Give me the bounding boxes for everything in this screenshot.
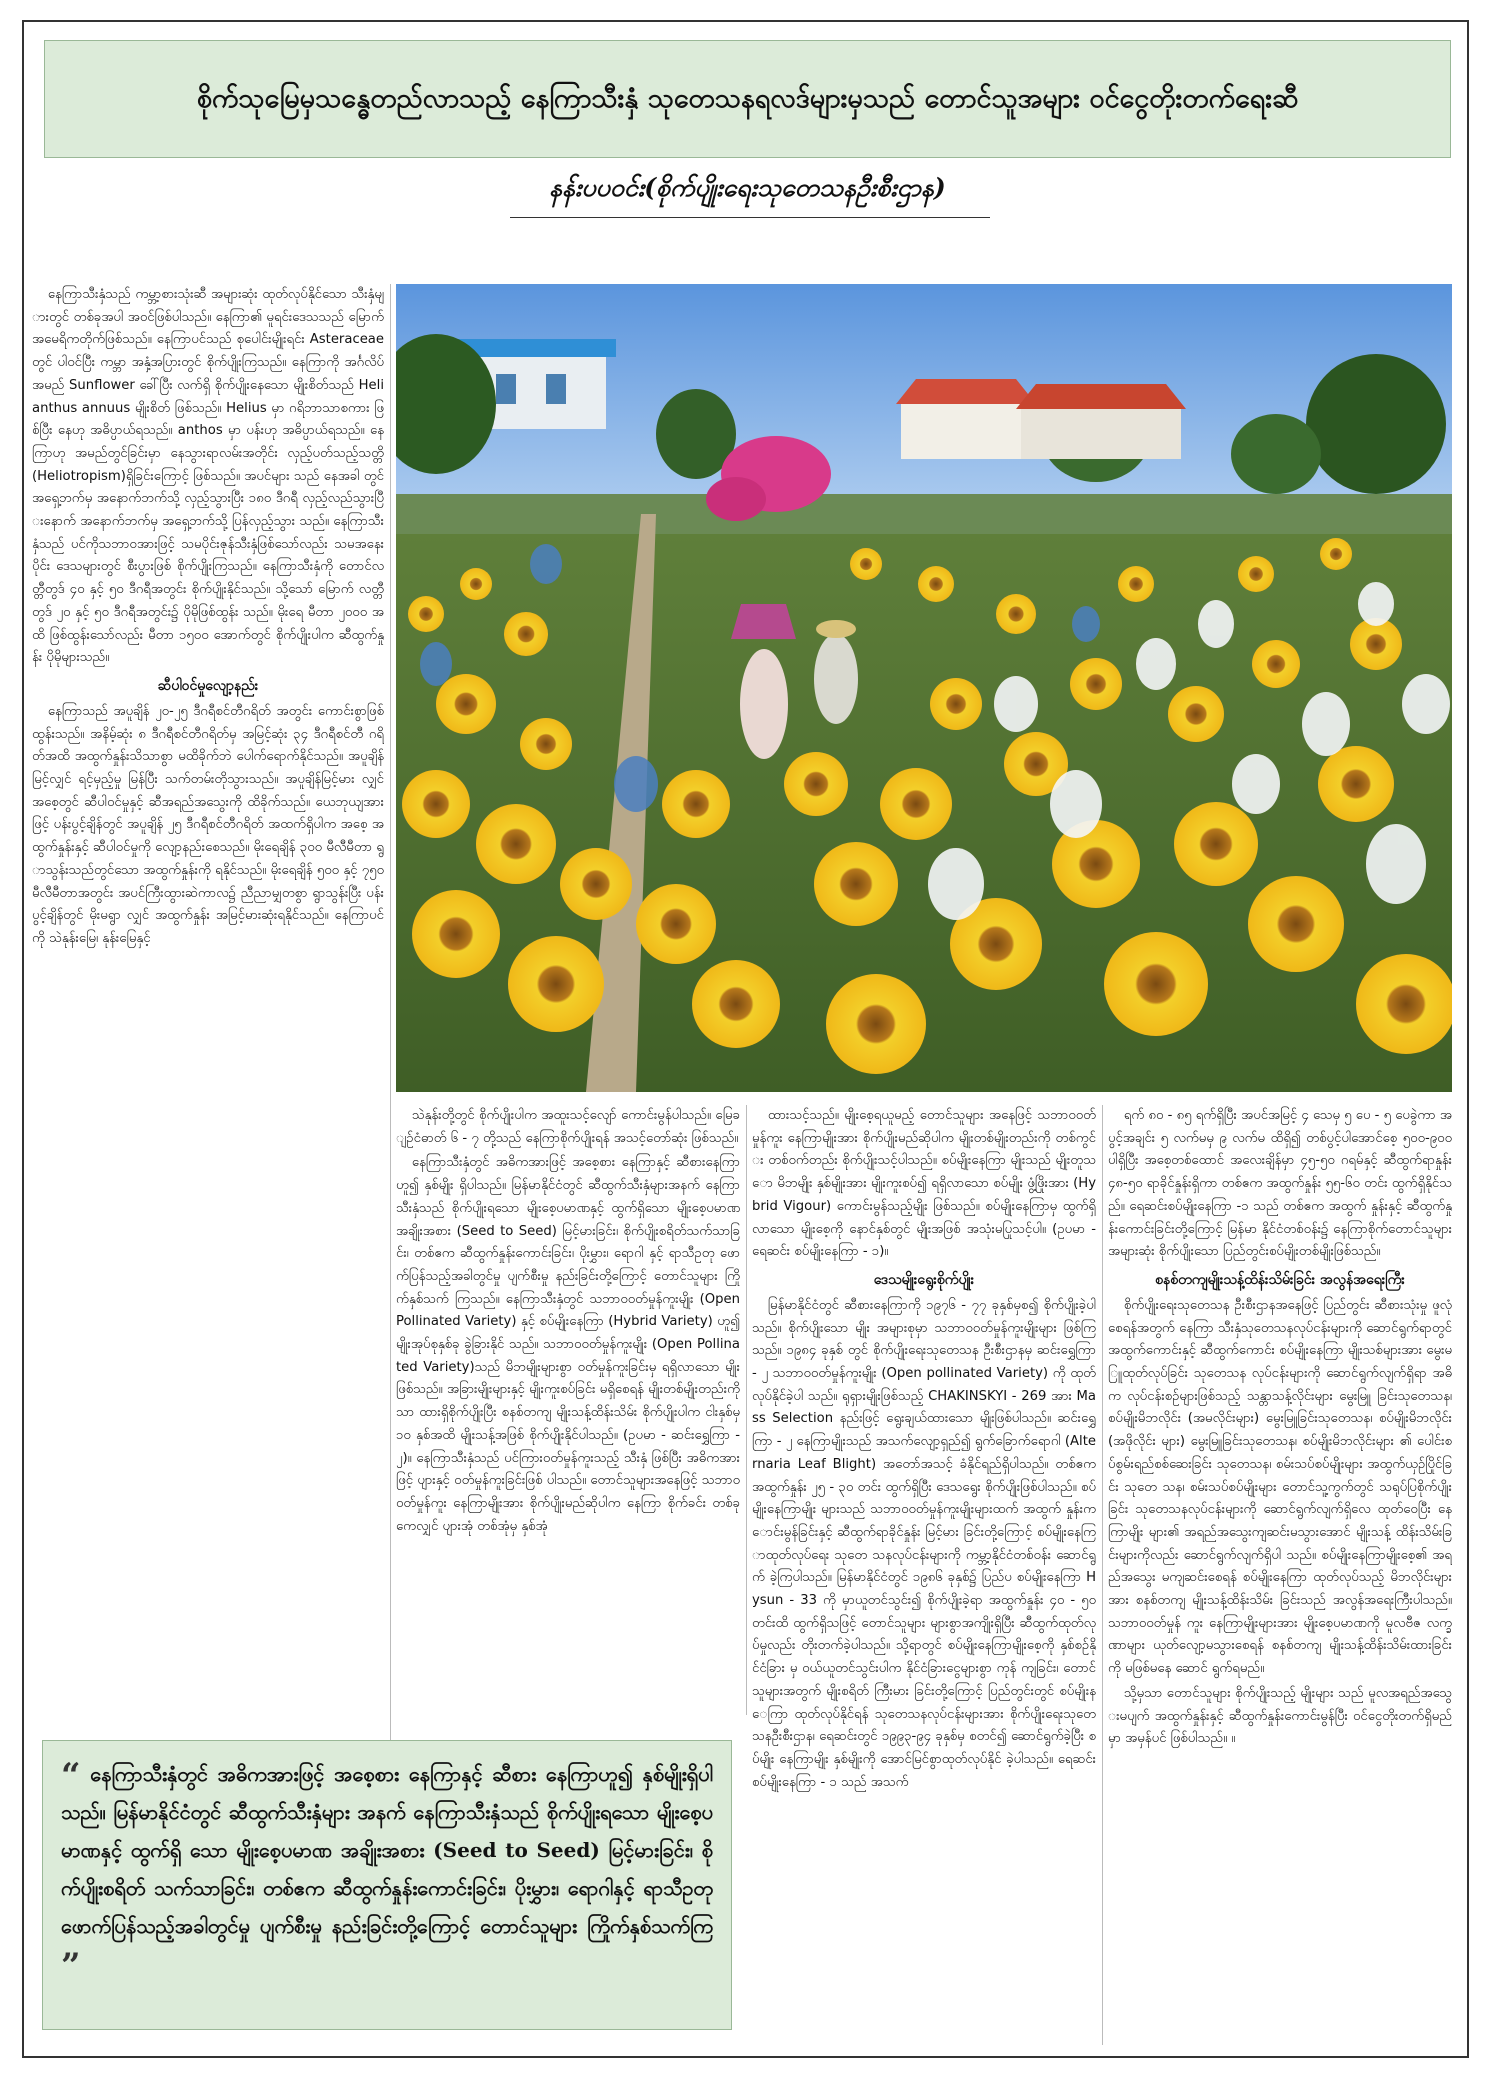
- pull-quote: [42, 1740, 732, 2030]
- sunflower-field-illustration: [396, 284, 1452, 1092]
- col4-paragraph-3: သို့မှသာ တောင်သူများ စိုက်ပျိုးသည့် မျိုးများ သည် မူလအရည်အသွေးမပျက် အထွက်နှုန်းနှင့် ဆီထွက်နှုန်းကောင်းမွန်ပြီး ဝင်ငွေတိုးတက်ရှိမည် မှာ အမှန်ပင် ဖြစ်ပါသည်။ ။: [1108, 1685, 1452, 1747]
- close-quote-mark: ”: [61, 1946, 81, 1986]
- article-byline: နန်းပပဝင်း(စိုက်ပျိုးရေးသုတေသနဦးစီးဌာန): [549, 173, 946, 202]
- pull-quote-text: နေကြာသီးနှံတွင် အဓိကအားဖြင့် အစေ့စား နေကြာနှင့် ဆီစား နေကြာဟူ၍ နှစ်မျိုးရှိပါသည်။ မြန်မာနိုင်ငံတွင် ဆီထွက်သီးနှံများ အနက် နေကြာသီးနှံသည် စိုက်ပျိုးရသော မျိုးစေ့ပမာဏနှင့် ထွက်ရှိ သော မျိုးစေ့ပမာဏ အချိုးအစား (Seed to Seed) မြင့်မားခြင်း၊ စိုက်ပျိုးစရိတ် သက်သာခြင်း၊ တစ်ဧက ဆီထွက်နှုန်းကောင်းခြင်း၊ ပိုးမွှား၊ ရောဂါနှင့် ရာသီဥတုဖောက်ပြန်သည့်အခါတွင်မှု ပျက်စီးမှု နည်းခြင်းတို့ကြောင့် တောင်သူများ ကြိုက်နှစ်သက်ကြ: [61, 1762, 713, 1938]
- open-quote-mark: “: [61, 1756, 81, 1796]
- col2-paragraph-2: နေကြာသီးနှံတွင် အဓိကအားဖြင့် အစေ့စား နေကြာနှင့် ဆီစားနေကြာဟူ၍ နှစ်မျိုး ရှိပါသည်။ မြန်မာနိုင်ငံတွင် ဆီထွက်သီးနှံများအနက် နေကြာ သီးနှံသည် စိုက်ပျိုးရသော မျိုးစေ့ပမာဏနှင့် ထွက်ရှိသော မျိုးစေ့ပမာဏ အချိုးအစား (Seed to Seed) မြင့်မားခြင်း၊ စိုက်ပျိုးစရိတ်သက်သာခြင်း၊ တစ်ဧက ဆီထွက်နှုန်းကောင်းခြင်း၊ ပိုးမွှား၊ ရောဂါ နှင့် ရာသီဥတု ဖောက်ပြန်သည့်အခါတွင်မှု ပျက်စီးမှု နည်းခြင်းတို့ကြောင့် တောင်သူများ ကြိုက်နှစ်သက် ကြသည်။ နေကြာသီးနှံတွင် သဘာဝဝတ်မှုန်ကူးမျိုး (Open Pollinated Variety) နှင့် စပ်မျိုးနေကြာ (Hybrid Variety) ဟူ၍ မျိုးအုပ်စုနှစ်ခု ခွဲခြားနိုင် သည်။ သဘာဝဝတ်မှုန်ကူးမျိုး (Open Pollinated Variety)သည် မိဘမျိုးများစွာ ဝတ်မှုန်ကူးခြင်းမှ ရရှိလာသော မျိုးဖြစ်သည်။ အခြားမျိုးများနှင့် မျိုးကူးစပ်ခြင်း မရှိစေရန် မျိုးတစ်မျိုးတည်းကိုသာ ထားရှိစိုက်ပျိုးပြီး စနစ်တကျ မျိုးသန့်ထိန်းသိမ်း စိုက်ပျိုးပါက ငါးနှစ်မှ ၁၀ နှစ်အထိ မျိုးသန့်အဖြစ် စိုက်ပျိုးနိုင်ပါသည်။ (ဥပမာ - ဆင်းရွှေကြာ - ၂)။ နေကြာသီးနှံသည် ပင်ကြားဝတ်မှုန်ကူးသည့် သီးနှံ ဖြစ်ပြီး အဓိကအားဖြင့် ပျားနှင့် ဝတ်မှုန်ကူးခြင်းဖြစ် ပါသည်။ တောင်သူများအနေဖြင့် သဘာဝဝတ်မှုန်ကူး နေကြာမျိုးအား စိုက်ပျိုးမည်ဆိုပါက နေကြာ စိုက်ခင်း တစ်ခုကေလျှင် ပျားအုံ တစ်အုံမှ နှစ်အုံ: [396, 1155, 740, 1534]
- column-divider: [390, 284, 391, 1954]
- column-divider: [746, 1105, 747, 1715]
- col4-paragraph-2: စိုက်ပျိုးရေးသုတေသန ဦးစီးဌာနအနေဖြင့် ပြည်တွင်း ဆီစားသုံးမှု ဖူလုံစေရန်အတွက် နေကြာ သီးနှံသုတေသနလုပ်ငန်းများကို ဆောင်ရွက်ရာတွင် အထွက်ကောင်းနှင့် ဆီထွက်ကောင်း စပ်မျိုးနေကြာ မျိုးသစ်များအား မွေးမြူထုတ်လုပ်ခြင်း သုတေသန လုပ်ငန်းများကို ဆောင်ရွက်လျက်ရှိရာ အဓိက လုပ်ငန်းစဉ်များဖြစ်သည့် သန္တာသန့်လိုင်းများ မွေးမြူ ခြင်းသုတေသန၊ စပ်မျိုးမိဘလိုင်း (အမလိုင်းများ) မွေးမြူခြင်းသုတေသန၊ စပ်မျိုးမိဘလိုင်း (အဖိုလိုင်း များ) မွေးမြူခြင်းသုတေသန၊ စပ်မျိုးမိဘလိုင်းများ ၏ ပေါင်းစပ်စွမ်းရည်စစ်ဆေးခြင်း သုတေသန၊ စမ်းသပ်စပ်မျိုးများ အထွက်ယှဉ်ပြိုင်ခြင်း သုတေ သန၊ စမ်းသပ်စပ်မျိုးများ တောင်သူ့ကွက်တွင် သရုပ်ပြစိုက်ပျိုးခြင်း သုတေသနလုပ်ငန်းများကို ဆောင်ရွက်လျက်ရှိလေ ထုတ်ဝေပြီး နေကြာမျိုး များ၏ အရည်အသွေးကျဆင်းမသွားအောင် မျိုးသန့် ထိန်းသိမ်းခြင်းများကိုလည်း ဆောင်ရွက်လျက်ရှိပါ သည်။ စပ်မျိုးနေကြာမျိုးစေ့၏ အရည်အသွေး မကျဆင်းစေရန် စပ်မျိုးနေကြာ ထုတ်လုပ်သည့် မိဘလိုင်းများအား စနစ်တကျ မျိုးသန့်ထိန်းသိမ်း ခြင်းသည် အလွန်အရေးကြီးပါသည်။ သဘာဝဝတ်မှုန် ကူး နေကြာမျိုးများအား မျိုးစေ့ပမာဏကို မူလဗီဇ လက္ခဏာများ ယုတ်လျော့မသွားစေရန် စနစ်တကျ မျိုးသန့်ထိန်းသိမ်းထားခြင်းကို မဖြစ်မနေ ဆောင် ရွက်ရမည်။: [1108, 1297, 1452, 1677]
- article-frame: [22, 20, 1469, 2058]
- column-divider: [1102, 1105, 1103, 2045]
- col2-paragraph: သဲနုန်းတို့တွင် စိုက်ပျိုးပါက အထူးသင့်လျော် ကောင်းမွန်ပါသည်။ မြေချဉ်ငံဓာတ် ၆ - ၇ တို့သည် နေကြာစိုက်ပျိုးရန် အသင့်တော်ဆုံး ဖြစ်သည်။: [396, 1108, 740, 1146]
- column-4: [1108, 1105, 1452, 2045]
- sunflower-field-photo: [396, 284, 1452, 1092]
- column-1: [32, 284, 384, 1744]
- col1-subhead: ဆီပါဝင်မှုလျော့နည်း: [157, 677, 259, 694]
- headline-box: [44, 40, 1451, 158]
- column-2: [396, 1105, 740, 1715]
- col1-paragraph: နေကြာသီးနှံသည် ကမ္ဘာ့စားသုံးဆီ အများဆုံး ထုတ်လုပ်နိုင်သော သီးနှံများတွင် တစ်ခုအပါ အဝင်ဖြစ်ပါသည်။ နေကြာ၏ မူရင်းဒေသသည် မြောက်အမေရိကတိုက်ဖြစ်သည်။ နေကြာပင်သည် စုပေါင်းမျိုးရင်း Asteraceae တွင် ပါဝင်ပြီး ကမ္ဘာ အနှံ့အပြားတွင် စိုက်ပျိုးကြသည်။ နေကြာကို အင်္ဂလိပ်အမည် Sunflower ခေါ်ပြီး လက်ရှိ စိုက်ပျိုးနေသော မျိုးစိတ်သည် Helianthus annuus မျိုးစိတ် ဖြစ်သည်။ Helius မှာ ဂရိဘာသာစကား ဖြစ်ပြီး နေဟု အဓိပ္ပာယ်ရသည်။ anthos မှာ ပန်းဟု အဓိပ္ပာယ်ရသည်။ နေကြာဟု အမည်တွင်ခြင်းမှာ နေသွားရာလမ်းအတိုင်း လှည့်ပတ်သည့်သတ္တိ (Heliotropism)ရှိခြင်းကြောင့် ဖြစ်သည်။ အပင်များ သည် နေအခါ တွင် အရှေ့ဘက်မှ အနောက်ဘက်သို့ လှည့်သွားပြီး ၁၈၀ ဒီဂရီ လှည့်လည်သွားပြီးနောက် အနောက်ဘက်မှ အရှေ့ဘက်သို့ ပြန်လှည့်သွား သည်။ နေကြာသီးနှံသည် ပင်ကိုသဘာဝအားဖြင့် သမပိုင်းဇုန်သီးနှံဖြစ်သော်လည်း သမအနေးပိုင်း ဒေသများတွင် စီးပွားဖြစ် စိုက်ပျိုးကြသည်။ နေကြာသီးနှံကို တောင်လတ္တီတွဒ် ၄၀ နှင့် ၅၀ ဒီဂရီအတွင်း စိုက်ပျိုးနိုင်သည်။ သို့သော် မြောက် လတ္တီတွဒ် ၂၀ နှင့် ၅၀ ဒီဂရီအတွင်း၌ ပိုမိုဖြစ်ထွန်း သည်။ မိုးရေ မီတာ ၂၀၀၀ အထိ ဖြစ်ထွန်းသော်လည်း မီတာ ၁၅၀၀ အောက်တွင် စိုက်ပျိုးပါက ဆီထွက်နှုန်း ပိုမိုများသည်။: [32, 287, 384, 666]
- article-headline: စိုက်သုမြေမှသန္ဓေတည်လာသည့် နေကြာသီးနှံ သုတေသနရလဒ်များမှသည် တောင်သူအများ ဝင်ငွေတိုးတက်ရေးဆီ: [196, 82, 1299, 114]
- col3-paragraph-2: မြန်မာနိုင်ငံတွင် ဆီစားနေကြာကို ၁၉၇၆ - ၇၇ ခုနှစ်မှစ၍ စိုက်ပျိုးခဲ့ပါသည်။ စိုက်ပျိုးသော မျိုး အများစုမှာ သဘာဝဝတ်မှုန်ကူးမျိုးများ ဖြစ်ကြ သည်။ ၁၉၈၄ ခုနှစ် တွင် စိုက်ပျိုးရေးသုတေသန ဦးစီးဌာနမှ ဆင်းရွှေကြာ - ၂ သဘာဝဝတ်မှုန်ကူးမျိုး (Open pollinated Variety) ကို ထုတ်လုပ်နိုင်ခဲ့ပါ သည်။ ရုရှားမျိုးဖြစ်သည့် CHAKINSKYI - 269 အား Mass Selection နည်းဖြင့် ရွေးချယ်ထားသော မျိုးဖြစ်ပါသည်။ ဆင်းရွှေကြာ - ၂ နေကြာမျိုးသည် အသက်လျော့ရှည်၍ ရွက်ခြောက်ရောဂါ (Alternaria Leaf Blight) အတော်အသင့် ခံနိုင်ရည်ရှိပါသည်။ တစ်ဧက အထွက်နှုန်း ၂၅ - ၃၀ တင်း ထွက်ရှိပြီး ဒေသရွေး စိုက်ပျိုးဖြစ်ပါသည်။ စပ်မျိုးနေကြာမျိုး များသည် သဘာဝဝတ်မှုန်ကူးမျိုးများထက် အထွက် နှုန်းကောင်းမွန်ခြင်းနှင့် ဆီထွက်ရာခိုင်နှုန်း မြင့်မား ခြင်းတို့ကြောင့် စပ်မျိုးနေကြာထုတ်လုပ်ရေး သုတေ သနလုပ်ငန်းများကို ကမ္ဘာ့နိုင်ငံတစ်ဝန်း ဆောင်ရွက် ခဲ့ကြပါသည်။ မြန်မာနိုင်ငံတွင် ၁၉၈၆ ခုနှစ်၌ ပြည်ပ စပ်မျိုးနေကြာ Hysun - 33 ကို မှာယူတင်သွင်း၍ စိုက်ပျိုးခဲ့ရာ အထွက်နှုန်း ၄၀ - ၅၀ တင်းထိ ထွက်ရှိသဖြင့် တောင်သူများ များစွာအကျိုးရှိပြီး ဆီထွက်ထုတ်လုပ်မှုလည်း တိုးတက်ခဲ့ပါသည်။ သို့ရာတွင် စပ်မျိုးနေကြာမျိုးစေ့ကို နှစ်စဉ်နိုင်ငံခြား မှ ဝယ်ယူတင်သွင်းပါက နိုင်ငံခြားငွေများစွာ ကုန် ကျခြင်း၊ တောင်သူများအတွက် မျိုးစရိတ် ကြီးမား ခြင်းတို့ကြောင့် ပြည်တွင်းတွင် စပ်မျိုးနေကြာ ထုတ်လုပ်နိုင်ရန် သုတေသနလုပ်ငန်းများအား စိုက်ပျိုးရေးသုတေသနဦးစီးဌာန၊ ရေဆင်းတွင် ၁၉၉၃-၉၄ ခုနှစ်မှ စတင်၍ ဆောင်ရွက်ခဲ့ပြီး စပ်မျိုး နေကြာမျိုး နှစ်မျိုးကို အောင်မြင်စွာထုတ်လုပ်နိုင် ခဲ့ပါသည်။ ရေဆင်းစပ်မျိုးနေကြာ - ၁ သည် အသက်: [752, 1297, 1096, 1790]
- col4-subhead: စနစ်တကျမျိုးသန့်ထိန်းသိမ်းခြင်း အလွန်အရေးကြီး: [1155, 1271, 1405, 1288]
- col1-paragraph-2: နေကြာသည် အပူချိန် ၂၀-၂၅ ဒီဂရီစင်တီဂရိတ် အတွင်း ကောင်းစွာဖြစ်ထွန်းသည်။ အနိမ့်ဆုံး ၈ ဒီဂရီစင်တီဂရိတ်မှ အမြင့်ဆုံး ၃၄ ဒီဂရီစင်တီ ဂရိတ်အထိ အထွက်နှုန်းသိသာစွာ မထိခိုက်ဘဲ ပေါက်ရောက်နိုင်သည်။ အပူချိန်မြင့်လျှင် ရင့်မှည့်မှု မြန်ပြီး သက်တမ်းတိုသွားသည်။ အပူချိန်မြင့်မား လျှင် အစေ့တွင် ဆီပါဝင်မှုနှင့် ဆီအရည်အသွေးကို ထိခိုက်သည်။ ယေဘုယျအားဖြင့် ပန်းပွင့်ချိန်တွင် အပူချိန် ၂၅ ဒီဂရီစင်တီဂရိတ် အထက်ရှိပါက အစေ့ အထွက်နှုန်းနှင့် ဆီပါဝင်မှုကို လျော့နည်းစေသည်။ မိုးရေချိန် ၃၀၀ မီလီမီတာ ရွာသွန်းသည်တွင်သော အထွက်နှုန်းကို ရနိုင်သည်။ မိုးရေချိန် ၅၀၀ နှင့် ၇၅၀ မီလီမီတာအတွင်း အပင်ကြီးထွားဆဲကာလ၌ ညီညာမျှတစွာ ရွာသွန်းပြီး ပန်းပွင့်ချိန်တွင် မိုးမရွာ လျှင် အထွက်နှုန်း အမြင့်မားဆုံးရနိုင်သည်။ နေကြာပင်ကို သဲနုန်းမြေ၊ နုန်းမြေနှင့်: [32, 703, 384, 946]
- col4-paragraph: ရက် ၈၀ - ၈၅ ရက်ရှိပြီး အပင်အမြင့် ၄ သေမှ ၅ ပေ - ၅ ပေခွဲကာ အပွင့်အချင်း ၅ လက်မမှ ၉ လက်မ ထိရှိ၍ တစ်ပွင့်ပါအောင်စေ့ ၅၀၀-၉၀၀ ပါရှိပြီး အစေ့တစ်ထောင် အလေးချိန်မှာ ၄၅-၅၀ ဂရမ်နှင့် ဆီထွက်ရာနှုန်း ၄၈-၅၀ ရာခိုင်နှုန်းရှိကာ တစ်ဧက အထွက်နှုန်း ၅၅-၆၀ တင်း ထွက်ရှိနိုင်သည်။ ရေဆင်းစပ်မျိုးနေကြာ -၁ သည် တစ်ဧက အထွက် နှုန်းနှင့် ဆီထွက်နှုန်းကောင်းခြင်းတို့ကြောင့် မြန်မာ နိုင်ငံတစ်ဝန်း၌ နေကြာစိုက်တောင်သူများ အများဆုံး စိုက်ပျိုးသော ပြည်တွင်းစပ်မျိုးတစ်မျိုးဖြစ်သည်။: [1108, 1108, 1452, 1260]
- column-3: [752, 1105, 1096, 2045]
- col3-subhead: ဒေသမျိုးရွေးစိုက်ပျိုး: [873, 1271, 975, 1288]
- byline-underline: [510, 217, 990, 218]
- col3-paragraph: ထားသင့်သည်။ မျိုးစေ့ရယူမည့် တောင်သူများ အနေဖြင့် သဘာဝဝတ်မှုန်ကူး နေကြာမျိုးအား စိုက်ပျိုးမည်ဆိုပါက မျိုးတစ်မျိုးတည်းကို တစ်ကွင်း တစ်ဝက်တည်း စိုက်ပျိုးသင့်ပါသည်။ စပ်မျိုးနေကြာ မျိုးသည် မျိုးတူသော မိဘမျိုး နှစ်မျိုးအား မျိုးကူးစပ်၍ ရရှိလာသော စပ်မျိုး ဖွံ့ဖြိုးအား (Hybrid Vigour) ကောင်းမွန်သည့်မျိုး ဖြစ်သည်။ စပ်မျိုးနေကြာမှ ထွက်ရှိလာသော မျိုးစေ့ကို နောင်နှစ်တွင် မျိုးအဖြစ် အသုံးမပြုသင့်ပါ။ (ဥပမာ - ရေဆင်း စပ်မျိုးနေကြာ - ၁)။: [752, 1108, 1096, 1260]
